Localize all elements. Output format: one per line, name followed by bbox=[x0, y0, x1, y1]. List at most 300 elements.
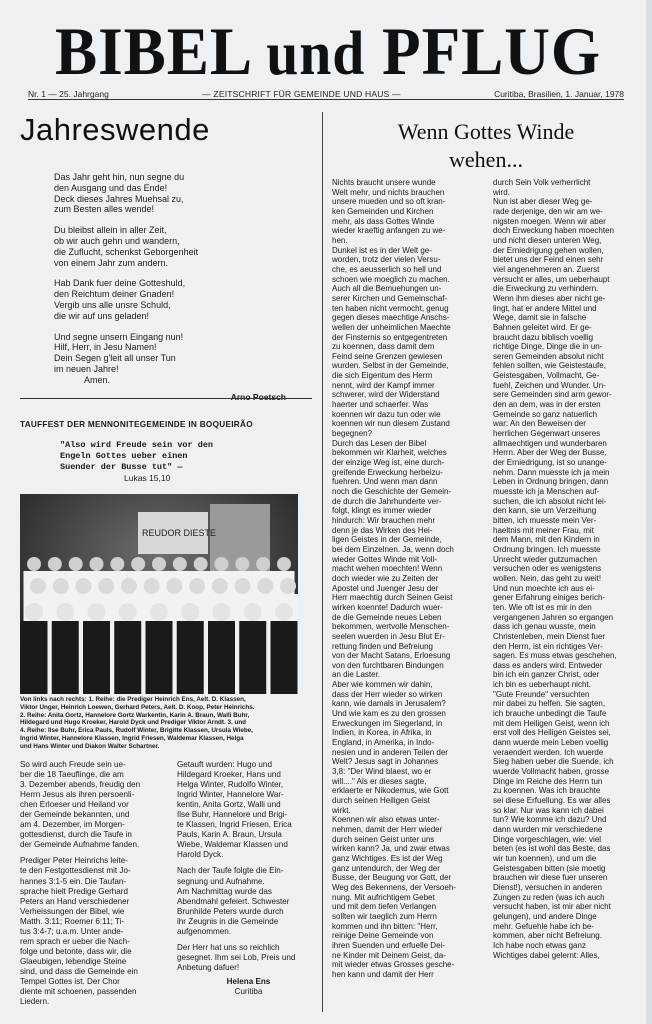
article-line: beten (es ist wohl das Beste, das bbox=[493, 844, 611, 854]
article-line: Welt mehr, und nichts brauchen bbox=[332, 187, 445, 197]
poem-line: Vergib uns alle unsre Schuld, bbox=[54, 299, 171, 310]
article-line: mit dem Heiligen Geist, wenn ich bbox=[493, 718, 610, 728]
article-line: den Herrn, ist ein richtiges Ver- bbox=[493, 641, 603, 651]
article-line: schoen wie moeglich zu machen. bbox=[332, 274, 450, 284]
person-body bbox=[208, 621, 235, 694]
article-line: Bahnen geleitet wird. Er ge- bbox=[493, 322, 592, 332]
report-line: Der Herr hat uns so reichlich bbox=[177, 942, 280, 952]
article-line: Welt? Jesus sagt in Johannes bbox=[332, 757, 439, 767]
article-line: begegnen? bbox=[332, 429, 373, 439]
report-line: Ingrid Winter, Hannelore War- bbox=[177, 790, 284, 800]
article-line: war: An den Beweisen der bbox=[493, 419, 586, 429]
report-line: Prediger Peter Heinrichs leite- bbox=[20, 856, 128, 866]
masthead-word-und: und bbox=[266, 20, 366, 88]
article-line: nehmen, damit der Herr wieder bbox=[332, 824, 443, 834]
article-line: doch Erweckung haben moechten bbox=[493, 226, 614, 236]
article-line: Nun ist aber dieser Weg ge- bbox=[493, 197, 593, 207]
column-divider bbox=[322, 112, 323, 1012]
report-line: Brunhilde Peters wurde durch bbox=[177, 906, 284, 916]
article-line: Geistesgaben bitten (sie moetig bbox=[493, 863, 606, 873]
person-head bbox=[150, 603, 168, 621]
person-head bbox=[69, 557, 83, 571]
article-line: koennen wir nun diesem Zustand bbox=[332, 419, 450, 429]
article-line: wir tun koennen), und um die bbox=[493, 853, 597, 863]
caption-line: 2. Reihe: Anita Gortz, Hannelore Gortz Warkentin, Karin A. Braun, Walli Buhr, bbox=[20, 711, 250, 719]
person-body bbox=[21, 621, 48, 694]
report-line: sind, und dass die Gemeinde ein bbox=[20, 966, 138, 976]
report-line: Matth. 3:11; Roemer 6:11; Ti- bbox=[20, 916, 125, 926]
quote-line: Engeln Gottes ueber einen bbox=[60, 451, 188, 461]
person-head bbox=[30, 578, 46, 594]
article-line: nung. Mit aufrichtigem Gebet bbox=[332, 892, 435, 902]
article-line: richtige Dinge, Dinge die in un- bbox=[493, 342, 603, 352]
poem-line: Dein Segen g'leit all unser Tun bbox=[54, 353, 176, 364]
article-line: rade derjenige, den wir am we- bbox=[493, 206, 603, 216]
article-line: will...." Als er dieses sagte, bbox=[332, 776, 427, 786]
report-line: Tempel Gottes ist. Der Chor bbox=[20, 976, 120, 986]
article-line: wird. bbox=[493, 187, 510, 197]
article-line: fehlen sollten, wie Geistestaufe, bbox=[493, 361, 606, 371]
poem-line: Du bleibst allein in aller Zeit, bbox=[54, 225, 167, 236]
poem-line: die Zuflucht, schenkst Geborgenheit bbox=[54, 246, 199, 257]
report-line: der Gemeinde Aufnahme fanden. bbox=[20, 840, 140, 850]
article-line: Wichtiges dabei gelernt: Alles, bbox=[493, 950, 600, 960]
caption-line: und Hans Winter und Diakon Walter Schartner. bbox=[20, 742, 160, 750]
article-line: Und nun moechte ich aus ei- bbox=[493, 583, 595, 593]
article-line: de die Gemeinde neues Leben bbox=[332, 612, 442, 622]
article-line: gelungen), und andere Dinge bbox=[493, 911, 597, 921]
person-body bbox=[177, 621, 204, 694]
article-line: greifende Erweckung herbeizu- bbox=[332, 467, 443, 477]
article-line: Wege, damit sie in falsche bbox=[493, 313, 587, 323]
person-head bbox=[90, 557, 104, 571]
article-line: von den furchtbaren Bindungen bbox=[332, 660, 444, 670]
article-line: Und wie kam es zu den grossen bbox=[332, 709, 446, 719]
photo-sign: REUDOR DIESTE bbox=[142, 528, 217, 538]
article-line: und mit dem tiefen Verlangen bbox=[332, 902, 437, 912]
article-line: die Erweckung zu verhindern. bbox=[493, 284, 599, 294]
poem-line: Hilf, Herr, in Jesu Namen! bbox=[54, 342, 157, 353]
article-line: Auch all die Bemuehungen un- bbox=[332, 284, 442, 294]
article-line: bitten, ich muesste mein Ver- bbox=[493, 515, 597, 525]
article-line: so klar. Nur was kann ich dabei bbox=[493, 805, 604, 815]
article-line: Christenleben, mein Dienst fuer bbox=[493, 631, 606, 641]
report-line: Peters an Hand verschiedener bbox=[20, 896, 130, 906]
article-line: noch die Geschichte der Gemein- bbox=[332, 487, 452, 496]
person-head bbox=[25, 603, 43, 621]
report-line: am 4. Dezember, im Morgen- bbox=[20, 820, 125, 830]
article-line: England, in Amerika, in Indo- bbox=[332, 738, 435, 748]
report-line: Ilse Buhr, Hannelore und Brigi- bbox=[177, 810, 288, 820]
poem-line: den Reichtum deiner Gnaden! bbox=[54, 289, 175, 300]
article-line: Ordnung bringen. Ich muesste bbox=[493, 544, 601, 554]
article-line: denn je das Wirken des Hei- bbox=[332, 525, 433, 535]
article-line: Busse, der Beugung vor Gott, der bbox=[332, 873, 452, 883]
title-line: wehen... bbox=[449, 147, 523, 172]
article-line: bin ich ein ganzer Christ, oder bbox=[493, 670, 600, 680]
article-line: der Erniedrigung gehen wollen, bbox=[493, 245, 604, 255]
article-line: dann wurden mir verschiedene bbox=[493, 824, 603, 834]
caption-line: 4. Reihe: Ilse Buhr, Erica Pauls, Rudolf Winter, Brigitte Klassen, Ursula Wiebe, bbox=[20, 727, 253, 735]
person-head bbox=[121, 578, 137, 594]
person-head bbox=[53, 578, 69, 594]
poem-stanza bbox=[54, 225, 320, 268]
article-line: Herr maechtig durch Seinen Geist bbox=[332, 593, 453, 603]
person-head bbox=[144, 578, 160, 594]
article-line: versucht er alles, um ueberhaupt bbox=[493, 274, 610, 284]
person-head bbox=[256, 557, 270, 571]
article-line: Durch das Lesen der Bibel bbox=[332, 438, 427, 448]
article-line: Dunkel ist es in der Welt ge- bbox=[332, 245, 432, 255]
article-line: Nichts braucht unsere wunde bbox=[332, 178, 436, 187]
article-line: Erweckungen im Siegerland, in bbox=[332, 718, 443, 728]
article-line: erklaerte er Nikodemus, wie Gott bbox=[332, 786, 449, 796]
article-line: hen. bbox=[332, 235, 348, 245]
article-line: lingt, hat er andere Mittel und bbox=[493, 303, 597, 313]
article-line: erst voll des Heiligen Geistes sei, bbox=[493, 728, 611, 738]
article-line: Indien, in Korea, in Afrika, in bbox=[332, 728, 432, 738]
article-line: bietet uns der Feind einen sehr bbox=[493, 255, 604, 265]
article-line: der Erniedrigung, ist so unange- bbox=[493, 458, 607, 468]
person-head bbox=[244, 603, 262, 621]
article-line: kommen und ihn bitten: "Herr, bbox=[332, 921, 438, 931]
article-line: kann, wie damals in Jerusalem? bbox=[332, 699, 446, 709]
poem-line: von einem Jahr zum andern. bbox=[54, 257, 169, 268]
article-line: 3,8: "Der Wind blaest, wo er bbox=[332, 767, 432, 777]
report-line: gesegnet. Ihm sei Lob, Preis und bbox=[177, 952, 296, 962]
person-head bbox=[152, 557, 166, 571]
article-line: haerter und schaerfer. Was bbox=[332, 400, 429, 410]
report-column-1 bbox=[20, 760, 163, 1010]
section-divider bbox=[20, 398, 312, 399]
article-line: Wenn ihm dieses aber nicht ge- bbox=[493, 293, 606, 303]
poem-stanza bbox=[54, 172, 320, 215]
report-line: der Gemeinde bekannten, und bbox=[20, 810, 130, 820]
person-head bbox=[189, 578, 205, 594]
article-line: che, es aeusserlich so hell und bbox=[332, 264, 442, 274]
article-line: versucht haben, ist mir aber nicht bbox=[493, 902, 611, 912]
report-line: hannes 3:1-5 ein. Die Taufan- bbox=[20, 876, 127, 886]
person-head bbox=[56, 603, 74, 621]
article-line: Dinge im Reiche des Herrn tun bbox=[493, 776, 603, 786]
article-line: versuchen oder es wenigstens bbox=[493, 564, 602, 574]
article-line: dem Mann, mit den Kindern in bbox=[493, 535, 600, 545]
person-head bbox=[131, 557, 145, 571]
report-line: kentin, Anita Gortz, Walli und bbox=[177, 800, 281, 810]
masthead-title bbox=[49, 14, 607, 88]
article-line: dass es anders wird. Entweder bbox=[493, 660, 603, 670]
article-line: suchen, die ich absolut nicht lei- bbox=[493, 496, 607, 506]
report-line: Hildegard Kroeker, Hans und bbox=[177, 770, 281, 780]
article-line: worden, trotz der vielen Versu- bbox=[332, 255, 441, 265]
report-column-2 bbox=[177, 760, 320, 1010]
article-line: ganz untendurch, der Weg der bbox=[332, 863, 440, 873]
dateline bbox=[28, 88, 624, 100]
report-line: Am Nachmittag wurde das bbox=[177, 886, 272, 896]
article-line: ten. Wie oft ist es mir in den bbox=[493, 602, 592, 612]
article-line: Ich habe noch etwas ganz bbox=[493, 940, 586, 950]
poem-line: ob wir auch gehn und wandern, bbox=[54, 235, 180, 246]
article-line: wirkt. bbox=[332, 805, 351, 815]
poem-stanza bbox=[54, 332, 320, 386]
person-body bbox=[239, 621, 266, 694]
place-date: Curitiba, Brasilien, 1. Januar, 1978 bbox=[494, 89, 624, 99]
article-line: muesste ich ja Menschen auf- bbox=[493, 487, 600, 496]
article-line: Sieg haben ueber die Suende, ich bbox=[493, 757, 614, 767]
article-line: ten haben nicht vermocht, genug bbox=[332, 303, 449, 313]
report-line: rem sprach er ueber die Nach- bbox=[20, 936, 130, 946]
article-line: zu koennen. Was ich brauchte bbox=[493, 786, 601, 796]
person-head bbox=[27, 557, 41, 571]
article-line: fuehl, Zeichen und Wunder. Un- bbox=[493, 380, 606, 390]
article-line: wirken kann? Ja, und zwar etwas bbox=[332, 844, 450, 854]
article-line: wieder kraeftig anfangen zu we- bbox=[332, 226, 446, 236]
article-line: nesien und in anderen Teilen der bbox=[332, 747, 448, 757]
poem-line: im neuen Jahre! bbox=[54, 363, 119, 374]
article-line: viel angenehmeren an. Zuerst bbox=[493, 264, 600, 274]
page-edge bbox=[646, 0, 652, 1024]
person-head bbox=[166, 578, 182, 594]
article-line: wirken koennte! Dadurch wuer- bbox=[332, 602, 443, 612]
person-head bbox=[277, 557, 291, 571]
article-line: Leben in Ordnung bringen, dann bbox=[493, 477, 609, 487]
person-head bbox=[257, 578, 273, 594]
article-line: vergangenen Jahren so ergangen bbox=[493, 612, 614, 622]
baptism-group-photo bbox=[20, 494, 298, 694]
person-head bbox=[275, 603, 293, 621]
poem-author: Arno Poetsch bbox=[230, 391, 286, 402]
article-line: die sich Eigentum des Herrn bbox=[332, 371, 433, 381]
article-line: durch Sein Volk verherrlicht bbox=[493, 178, 591, 187]
person-head bbox=[235, 578, 251, 594]
article-line: unsere mueden und so oft kran- bbox=[332, 197, 446, 207]
person-head bbox=[194, 557, 208, 571]
report-line: Getauft wurden: Hugo und bbox=[177, 760, 272, 769]
person-body bbox=[146, 621, 173, 694]
report-line: Anbetung dafuer! bbox=[177, 962, 240, 972]
article-line: ligen Geistes in der Gemeinde, bbox=[332, 535, 442, 545]
article-line: sollten wir taeglich zum Herrn bbox=[332, 911, 437, 921]
article-line: hindurch: Wir brauchen mehr bbox=[332, 515, 436, 525]
article-line: serer Kirchen und Gemeinschaf- bbox=[332, 293, 448, 303]
article-line: zu koennen, dass damit dem bbox=[332, 342, 435, 352]
article-line: wieder Gottes Winde mit Voll- bbox=[332, 554, 437, 564]
person-head bbox=[98, 578, 114, 594]
article-line: ne Kinder mit Deinem Geist, da- bbox=[332, 950, 446, 960]
person-head bbox=[213, 603, 231, 621]
caption-line: Ingrid Winter, Hannelore Klassen, Ingrid Friesen, Waldemar Klassen, Helga bbox=[20, 734, 244, 742]
article-line: Koennen wir also etwas unter- bbox=[332, 815, 440, 825]
person-head bbox=[88, 603, 106, 621]
article-line: dass ich genau wusste, mein bbox=[493, 622, 596, 632]
article-line: mir dabei zu helfen. Sie sagten, bbox=[493, 699, 606, 709]
article-line: an die Laster. bbox=[332, 670, 381, 680]
article-line: de durch die Jahrhunderte ver- bbox=[332, 496, 442, 506]
article-line: seren Gemeinden absolut nicht bbox=[493, 351, 604, 361]
article-line: nigsten moegen. Wenn wir aber bbox=[493, 216, 606, 226]
report-line: Pauls, Karin A. Braun, Ursula bbox=[177, 830, 282, 840]
article-line: koennen wir dazu tun oder wie bbox=[332, 409, 441, 419]
report-line: Liedern. bbox=[20, 997, 50, 1007]
article-line: den an dem, was in der ersten bbox=[493, 400, 601, 410]
article-line: nennt, wird der Kampf immer bbox=[332, 380, 435, 390]
article-line: sagen. Es muss etwas geschehen, bbox=[493, 651, 617, 661]
article-line: wollen. Nein, das geht zu weit! bbox=[493, 573, 602, 583]
article-line: rettung finden und Befreiung bbox=[332, 641, 433, 651]
article-line: wellen der unheimlichen Maechte bbox=[332, 322, 451, 332]
person-head bbox=[75, 578, 91, 594]
report-line: te Klassen, Ingrid Friesen, Erica bbox=[177, 820, 292, 830]
jahreswende-title: Jahreswende bbox=[20, 112, 210, 147]
article-line: doch wieder wie zu Zeiten der bbox=[332, 573, 439, 583]
bible-quote bbox=[60, 440, 280, 484]
article-line: Aber wie kommen wir dahin, bbox=[332, 680, 433, 690]
article-line: Apostel und Juenger Jesu der bbox=[332, 583, 439, 593]
poem-line: Das Jahr geht hin, nun segne du bbox=[54, 172, 185, 182]
article-line: der Finsternis so entgegentreten bbox=[332, 332, 448, 342]
tauffest-report bbox=[20, 760, 320, 1010]
report-line: Harold Dyck. bbox=[177, 850, 224, 860]
article-line: von der Macht Satans, Erloesung bbox=[332, 651, 451, 661]
article-line: mehr, als dass Gottes Winde bbox=[332, 216, 435, 226]
report-line: ber die 18 Taeuflinge, die am bbox=[20, 770, 124, 780]
article-line: Herrn. Aber der Weg der Busse, bbox=[493, 448, 607, 458]
article-line: bekommen, wertvolle Menschen- bbox=[332, 622, 450, 632]
report-line: aufgenommen. bbox=[177, 926, 231, 936]
report-line: gottesdienst, durch die Taufe in bbox=[20, 830, 132, 840]
article-line: Zungen zu reden (was ich auch bbox=[493, 892, 605, 902]
article-line: wuerde Vollmacht haben, grosse bbox=[493, 767, 610, 777]
article-line: Unrecht wieder gutzumachen bbox=[493, 554, 598, 564]
person-head bbox=[48, 557, 62, 571]
gottes-winde-title bbox=[336, 118, 636, 174]
poem-line: die wir auf uns geladen! bbox=[54, 310, 150, 321]
person-head bbox=[215, 557, 229, 571]
report-line: Abendmahl gefeiert. Schwester bbox=[177, 896, 290, 906]
quote-line: Suender der Busse tut" — bbox=[60, 462, 183, 472]
poem-stanza bbox=[54, 278, 320, 321]
report-line: Nach der Taufe folgte die Ein- bbox=[177, 866, 284, 876]
caption-line: Viktor Unger, Heinrich Loewen, Gerhard Peters, Aelt. D. Koop, Peter Heinrichs. bbox=[20, 703, 255, 711]
article-line: kommen, aber nicht Befreiung. bbox=[493, 931, 602, 941]
article-line: mehr. Gefuehle habe ich be- bbox=[493, 921, 594, 931]
report-line: tus 3:4-7; u.a.m. Unter ande- bbox=[20, 926, 124, 936]
article-line: tun? Wie komme ich dazu? Und bbox=[493, 815, 607, 825]
article-line: hen kann und damit der Herr bbox=[332, 969, 434, 979]
article-line: dass der Herr wieder so wirken bbox=[332, 689, 443, 699]
article-line: ich bin es ueberhaupt nicht. bbox=[493, 680, 591, 690]
poem-line: Und segne unsern Eingang nun! bbox=[54, 331, 184, 342]
article-line: Dienst!), versuchen in anderen bbox=[493, 882, 602, 892]
tauffest-heading: TAUFFEST DER MENNONITEGEMEINDE IN BOQUEIRÃO bbox=[20, 420, 253, 429]
article-line: der einzige Weg ist, eine durch- bbox=[332, 458, 445, 468]
article-line: sere Gemeinden sind arm gewor- bbox=[493, 390, 612, 400]
article-line: gener Erfahrung einiges berich- bbox=[493, 593, 606, 603]
poem bbox=[54, 172, 320, 386]
article-line: bei dem Einzelnen. Ja, wenn doch bbox=[332, 544, 454, 554]
quote-line: "Also wird Freude sein vor den bbox=[60, 440, 214, 450]
person-head bbox=[119, 603, 137, 621]
person-body bbox=[52, 621, 79, 694]
article-line: veraendert werden. Ich wuerde bbox=[493, 747, 604, 757]
poem-line: Deck dieses Jahres Muehsal zu, bbox=[54, 193, 184, 204]
person-head bbox=[280, 578, 296, 594]
person-head bbox=[173, 557, 187, 571]
report-line: ihr Zeugnis in die Gemeinde bbox=[177, 916, 279, 926]
article-line: durch seinen Geist unter uns bbox=[332, 834, 435, 844]
report-line: folge und betonte, dass wir, die bbox=[20, 946, 132, 956]
article-line: sei diese Erfuellung. Es war alles bbox=[493, 796, 611, 805]
report-line: chen Erloeser und Heiland vor bbox=[20, 800, 129, 810]
masthead-word-bibel: BIBEL bbox=[55, 13, 250, 89]
gottes-winde-article bbox=[332, 178, 644, 1016]
caption-line: Hildegard und Hugo Kroeker, Harold Dyck und Prediger Viktor Arndt. 3. und bbox=[20, 719, 247, 727]
article-line: schwerer, wird der Widerstand bbox=[332, 390, 440, 400]
poem-line: den Ausgang und das Ende! bbox=[54, 182, 168, 193]
quote-reference: Lukas 15,10 bbox=[124, 473, 171, 483]
person-body bbox=[83, 621, 110, 694]
article-column-1 bbox=[332, 178, 483, 1016]
person-head bbox=[235, 557, 249, 571]
article-line: Dinge vorgeschlagen, wie: viel bbox=[493, 834, 602, 844]
report-line: te den Festgottesdienst mit Jo- bbox=[20, 866, 131, 876]
article-column-2 bbox=[493, 178, 644, 1016]
article-line: seelen wuerden in Jesu Blut Er- bbox=[332, 631, 445, 641]
article-line: wurden. Selbst in der Gemeinde, bbox=[332, 361, 449, 371]
jahreswende-article bbox=[20, 112, 320, 402]
report-line: Verheissungen der Bibel, wie bbox=[20, 906, 125, 916]
title-line: Wenn Gottes Winde bbox=[397, 119, 575, 144]
article-line: Gemeinde so ganz natuerlich bbox=[493, 409, 598, 419]
article-line: haeltnis mit meiner Frau, mit bbox=[493, 525, 594, 535]
article-line: brauchen wir diese fuer unseren bbox=[493, 873, 608, 883]
report-line: sprache hielt Predige Gerhard bbox=[20, 886, 128, 896]
article-line: ihren Suenden und erfuelle Dei- bbox=[332, 940, 445, 950]
person-head bbox=[110, 557, 124, 571]
report-line: diente mit schoenen, passenden bbox=[20, 987, 137, 997]
poem-line: Amen. bbox=[84, 374, 111, 385]
article-line: ich brauche unbedingt die Taufe bbox=[493, 709, 607, 719]
report-line: 3. Dezember abends, freudig den bbox=[20, 780, 141, 790]
article-line: den kann, sie um Verzeihung bbox=[493, 506, 597, 516]
report-author: Helena Ens bbox=[226, 976, 271, 986]
article-line: Feind seine Grenzen gewiesen bbox=[332, 351, 443, 361]
poem-line: Hab Dank fuer deine Gotteshuld, bbox=[54, 278, 186, 289]
report-line: segnung und Aufnahme. bbox=[177, 876, 265, 886]
article-line: gegen dieses maechtige Anschs- bbox=[332, 313, 450, 323]
article-line: dann wuerde mein Leben voellig bbox=[493, 738, 609, 748]
article-line: braucht dazu biblisch voellig bbox=[493, 332, 594, 342]
article-line: macht wehen moechten! Wenn bbox=[332, 564, 443, 574]
article-line: Weg des Bekennens, der Versoeh- bbox=[332, 882, 456, 892]
report-line: Glaeubigen, lebendige Steine bbox=[20, 956, 127, 966]
article-line: Geistesgaben, Vollmacht, Ge- bbox=[493, 371, 600, 381]
publication-subtitle: — ZEITSCHRIFT FÜR GEMEINDE UND HAUS — bbox=[202, 89, 401, 99]
group-photo-image bbox=[20, 494, 298, 694]
article-line: fuehren. Und wenn man dann bbox=[332, 477, 438, 487]
article-line: und nicht diesen unteren Weg, bbox=[493, 235, 602, 245]
poem-line: zum Besten alles wende! bbox=[54, 204, 155, 215]
report-line: Herrn Jesus als ihren persoenli- bbox=[20, 790, 135, 800]
person-body bbox=[271, 621, 298, 694]
article-line: mit wieder etwas Grosses gesche- bbox=[332, 960, 455, 970]
article-line: allmaechtigen und wunderbaren bbox=[493, 438, 607, 448]
person-body bbox=[114, 621, 141, 694]
article-line: durch seinen Heiligen Geist bbox=[332, 796, 430, 805]
article-line: reinige Deine Gemeinde von bbox=[332, 931, 434, 941]
masthead-word-pflug: PFLUG bbox=[382, 13, 601, 89]
photo-caption bbox=[20, 696, 300, 751]
